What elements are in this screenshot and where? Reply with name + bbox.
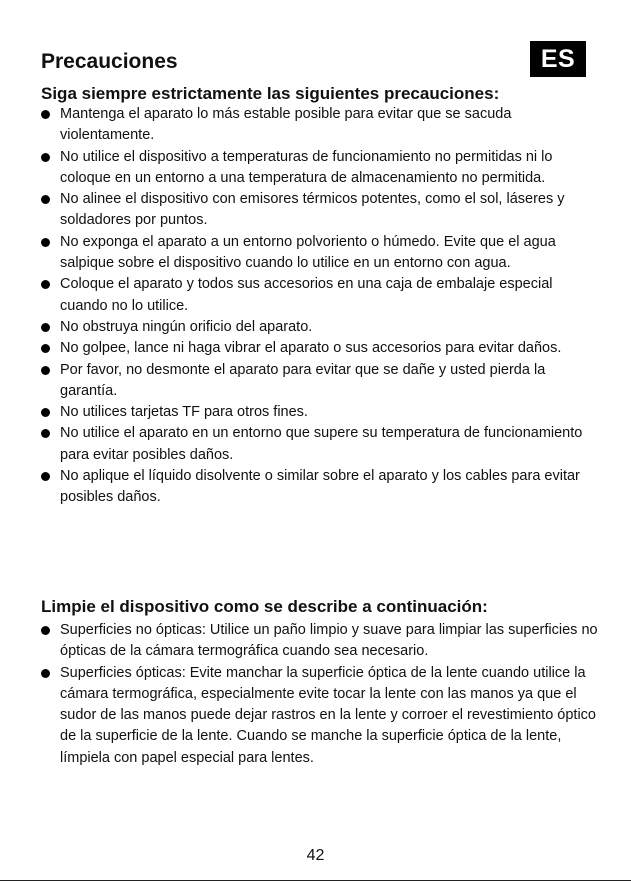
list-item-text: No utilice el aparato en un entorno que supere su temperatura de funcionamiento para evitar posibles daños.: [60, 425, 583, 463]
list-item: [41, 317, 601, 338]
list-item-text: No utilices tarjetas TF para otros fines.: [60, 404, 308, 421]
bullet-icon: [41, 323, 50, 332]
page-number: 42: [306, 847, 325, 864]
bullet-icon: [41, 280, 50, 289]
list-item-text: No exponga el aparato a un entorno polvoriento o húmedo. Evite que el agua salpique sobre el dispositivo cuando lo utilice en un entorno con agua.: [60, 233, 556, 272]
list-item: [41, 232, 601, 275]
bullet-icon: [41, 429, 50, 438]
list-item: [41, 360, 601, 403]
bullet-icon: [41, 153, 50, 162]
precautions-heading: Siga siempre estrictamente las siguientes precauciones:: [41, 84, 500, 103]
list-item-text: Mantenga el aparato lo más estable posible para evitar que se sacuda violentamente.: [60, 106, 512, 144]
list-item-text: Superficies ópticas: Evite manchar la superficie óptica de la lente cuando utilice la cámara termográfica, especialmente evite tocar la lente con las manos ya que el sudor de las manos puede dejar rastros en la lente y corroer el revestimiento óptico de la superficie de la lente. Cuando se manche la superficie óptica de la lente, límpiela con papel especial para lentes.: [60, 664, 596, 766]
bullet-icon: [41, 344, 50, 353]
list-item-text: Por favor, no desmonte el aparato para evitar que se dañe y usted pierda la garantía.: [60, 361, 546, 399]
list-item: [41, 423, 601, 466]
bullet-icon: [41, 238, 50, 247]
bullet-icon: [41, 472, 50, 481]
bullet-icon: [41, 366, 50, 375]
list-item-text: No utilice el dispositivo a temperaturas de funcionamiento no permitidas ni lo coloque en un entorno a una temperatura de almacenamiento no permitida.: [60, 148, 553, 186]
bullet-icon: [41, 626, 50, 635]
list-item-text: No aplique el líquido disolvente o similar sobre el aparato y los cables para evitar posibles daños.: [60, 468, 580, 506]
list-item: [41, 274, 601, 317]
list-item-text: No alinee el dispositivo con emisores térmicos potentes, como el sol, láseres y soldadores por puntos.: [60, 191, 565, 229]
list-item-text: No obstruya ningún orificio del aparato.: [60, 318, 313, 335]
list-item: [41, 189, 601, 232]
bullet-icon: [41, 110, 50, 119]
bottom-divider: [0, 880, 631, 881]
cleaning-list: [41, 620, 601, 769]
list-item: [41, 620, 601, 663]
bullet-icon: [41, 195, 50, 204]
list-item-text: Coloque el aparato y todos sus accesorios en una caja de embalaje especial cuando no lo utilice.: [60, 276, 553, 314]
list-item: [41, 104, 601, 147]
language-badge: ES: [530, 41, 586, 77]
list-item-text: No golpee, lance ni haga vibrar el aparato o sus accesorios para evitar daños.: [60, 340, 562, 357]
precautions-list: [41, 104, 601, 509]
bullet-icon: [41, 669, 50, 678]
list-item: [41, 338, 601, 359]
list-item: [41, 402, 601, 423]
page-title: Precauciones: [41, 50, 178, 73]
cleaning-heading: Limpie el dispositivo como se describe a continuación:: [41, 597, 488, 616]
bullet-icon: [41, 408, 50, 417]
list-item: [41, 663, 601, 769]
list-item: [41, 466, 601, 509]
list-item-text: Superficies no ópticas: Utilice un paño limpio y suave para limpiar las superficies no ópticas de la cámara termográfica cuando sea necesario.: [60, 622, 598, 660]
list-item: [41, 147, 601, 190]
